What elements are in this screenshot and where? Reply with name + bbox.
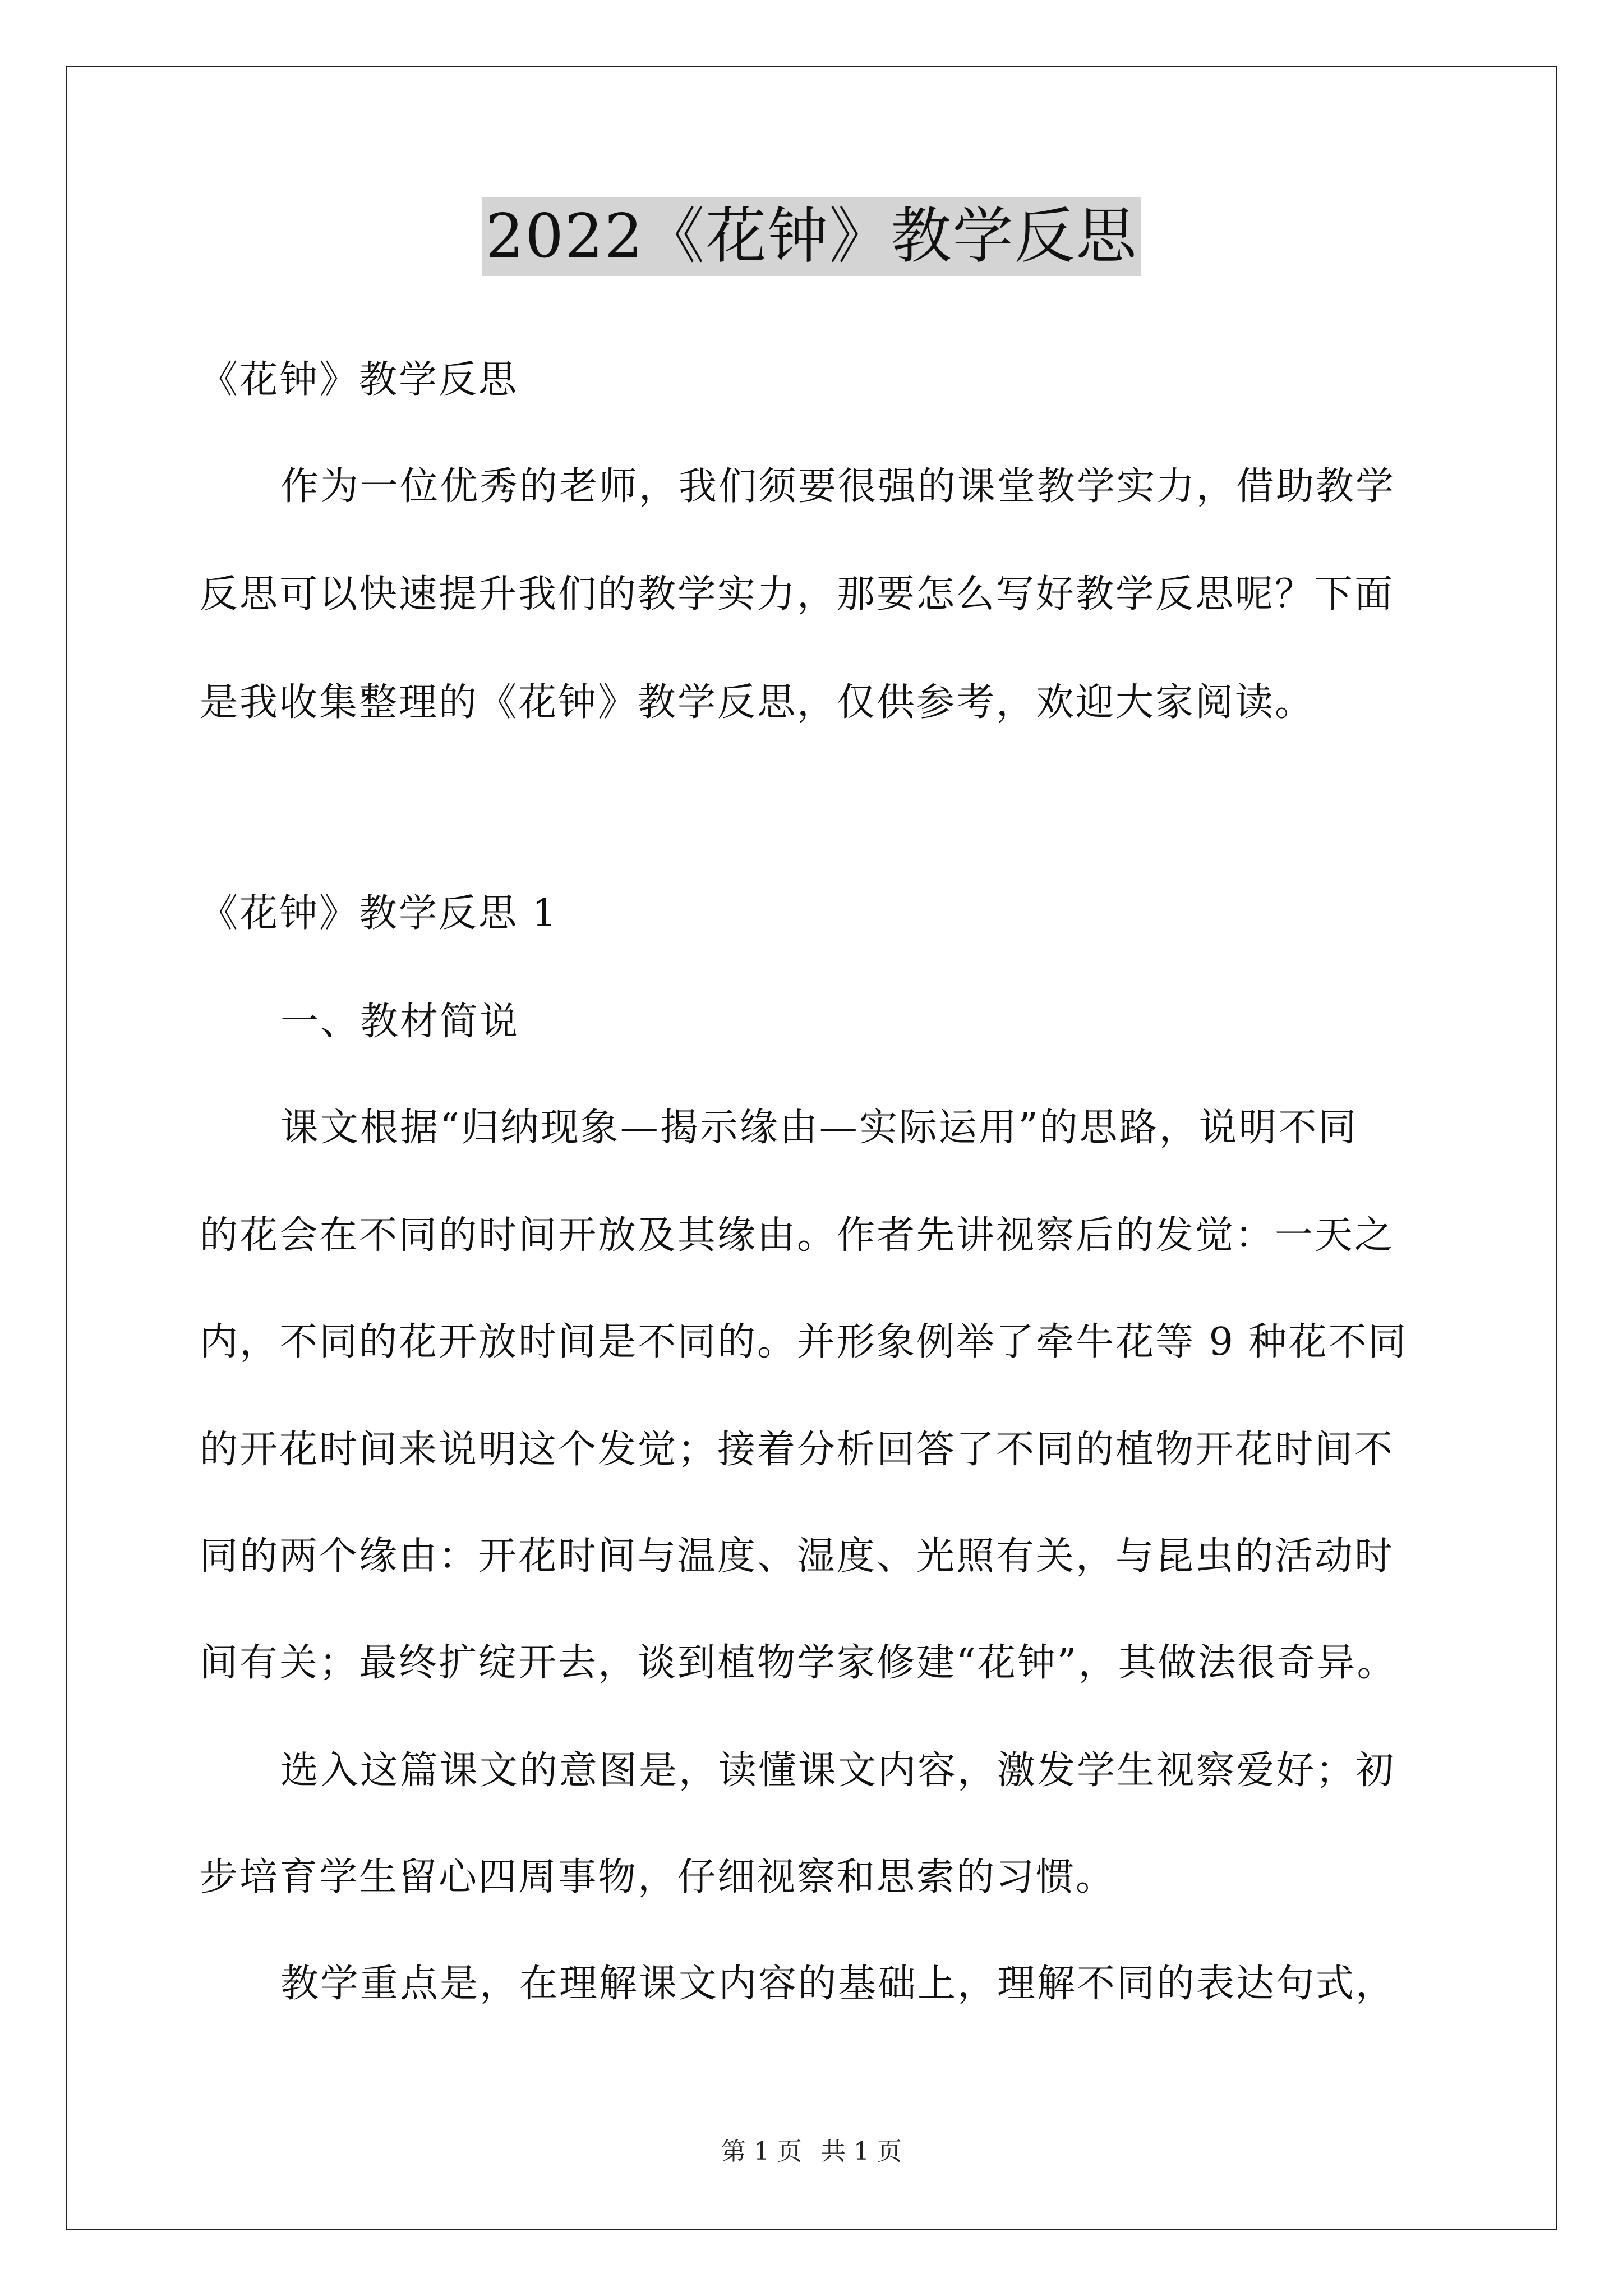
- paragraph-line: 内，不同的花开放时间是不同的。并形象例举了牵牛花等 9 种花不同: [200, 1320, 1408, 1364]
- paragraph-line: 的开花时间来说明这个发觉；接着分析回答了不同的植物开花时间不: [200, 1428, 1395, 1472]
- page-total: 共 1 页: [821, 2137, 902, 2166]
- intro-line: 作为一位优秀的老师，我们须要很强的课堂教学实力，借助教学: [280, 464, 1396, 509]
- section-heading: 《花钟》教学反思 1: [200, 891, 558, 936]
- paragraph-line: 的花会在不同的时间开放及其缘由。作者先讲视察后的发觉：一天之: [200, 1213, 1395, 1258]
- paragraph-line: 步培育学生留心四周事物，仔细视察和思索的习惯。: [200, 1855, 1116, 1899]
- page-footer: [0, 2136, 1623, 2168]
- page-number: 第 1 页: [721, 2137, 802, 2166]
- intro-line: 反思可以快速提升我们的教学实力，那要怎么写好教学反思呢？下面: [200, 572, 1395, 616]
- title-wrap: [0, 197, 1623, 276]
- document-subtitle: 《花钟》教学反思: [200, 358, 519, 402]
- intro-line: 是我收集整理的《花钟》教学反思，仅供参考，欢迎大家阅读。: [200, 680, 1315, 725]
- paragraph-line: 教学重点是，在理解课文内容的基础上，理解不同的表达句式，: [280, 1962, 1396, 2006]
- paragraph-line: 同的两个缘由：开花时间与温度、湿度、光照有关，与昆虫的活动时: [200, 1534, 1395, 1579]
- sub-heading: 一、教材简说: [280, 1000, 520, 1044]
- paragraph-line: 课文根据“归纳现象—揭示缘由—实际运用”的思路，说明不同: [280, 1106, 1358, 1150]
- paragraph-line: 选入这篇课文的意图是，读懂课文内容，激发学生视察爱好；初: [280, 1749, 1396, 1793]
- paragraph-line: 间有关；最终扩绽开去，谈到植物学家修建“花钟”，其做法很奇异。: [200, 1641, 1397, 1685]
- document-title: 2022《花钟》教学反思: [482, 197, 1141, 276]
